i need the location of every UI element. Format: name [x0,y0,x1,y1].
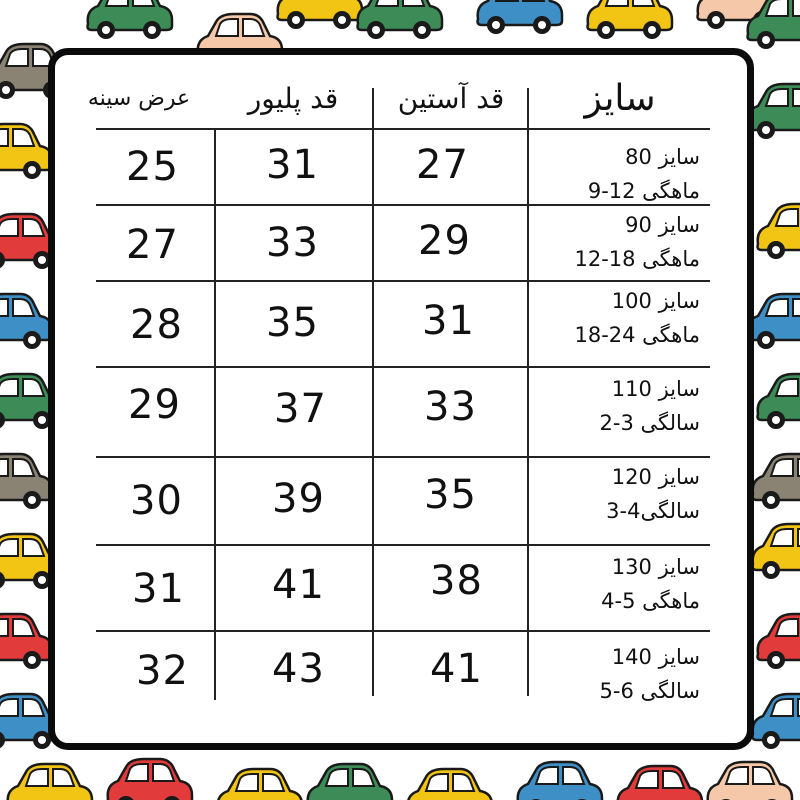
row-divider [96,128,710,130]
size-name: سایز 140 [611,645,700,669]
car-icon [218,769,303,800]
car-icon [748,294,800,349]
car-icon [518,762,603,800]
sleeve-value: 27 [416,142,469,188]
pullover-value: 39 [272,476,325,522]
row-divider [96,366,710,368]
column-divider [372,88,374,696]
sleeve-value: 29 [418,218,471,264]
age-range: ماهگی 24-18 [574,323,700,347]
size-name: سایز 100 [611,289,700,313]
car-icon [753,454,800,509]
header-chest-width: عرض سینه [87,86,191,111]
size-label [530,460,700,528]
row-divider [96,456,710,458]
car-icon [0,614,52,669]
header-size: سایز [584,78,656,119]
car-icon [88,0,173,39]
car-icon [0,454,52,509]
car-icon [753,694,800,749]
car-icon [753,524,800,579]
row-divider [96,630,710,632]
pullover-value: 41 [272,562,325,608]
car-icon [748,84,800,139]
age-range: ماهگی 12-9 [587,179,700,203]
chest-value: 30 [130,478,183,524]
chest-value: 31 [132,566,185,612]
chest-value: 27 [126,222,179,268]
size-label [530,208,700,276]
sleeve-value: 31 [422,298,475,344]
car-icon [588,0,673,39]
age-range: سالگی 3-2 [599,411,700,435]
pullover-value: 31 [266,142,319,188]
car-icon [8,764,93,800]
pullover-value: 43 [272,646,325,692]
size-name: سایز 80 [625,145,700,169]
car-icon [108,759,193,800]
car-icon [618,766,703,800]
row-divider [96,280,710,282]
size-name: سایز 110 [611,377,700,401]
car-icon [308,764,393,800]
car-icon [358,0,443,39]
age-range: ماهگی 18-12 [574,247,700,271]
age-range: سالگی 6-5 [599,679,700,703]
chest-value: 29 [128,382,181,428]
pullover-value: 37 [274,386,327,432]
column-divider [214,130,216,700]
row-divider [96,544,710,546]
car-icon [278,0,363,29]
car-icon [408,769,493,800]
size-name: سایز 120 [611,465,700,489]
chest-value: 25 [126,144,179,190]
size-name: سایز 90 [625,213,700,237]
chest-value: 28 [130,302,183,348]
car-icon [0,294,52,349]
car-icon [758,204,800,259]
car-icon [478,0,563,34]
header-sleeve-length: قد آستین [397,82,505,115]
size-name: سایز 130 [611,555,700,579]
size-label [530,372,700,440]
age-range: ماهگی 5-4 [601,589,700,613]
car-icon [758,614,800,669]
car-icon [0,124,52,179]
sleeve-value: 38 [430,558,483,604]
pullover-value: 33 [266,220,319,266]
sleeve-value: 35 [424,472,477,518]
column-divider [527,88,529,696]
car-icon [758,374,800,429]
size-label [530,284,700,352]
sleeve-value: 33 [424,384,477,430]
chest-value: 32 [136,648,189,694]
size-label [530,550,700,618]
size-label [530,140,700,208]
age-range: سالگی4-3 [606,499,700,523]
car-icon [708,762,793,800]
header-pullover-length: قد پلیور [247,82,339,115]
pullover-value: 35 [266,300,319,346]
sleeve-value: 41 [430,646,483,692]
size-label [530,640,700,708]
